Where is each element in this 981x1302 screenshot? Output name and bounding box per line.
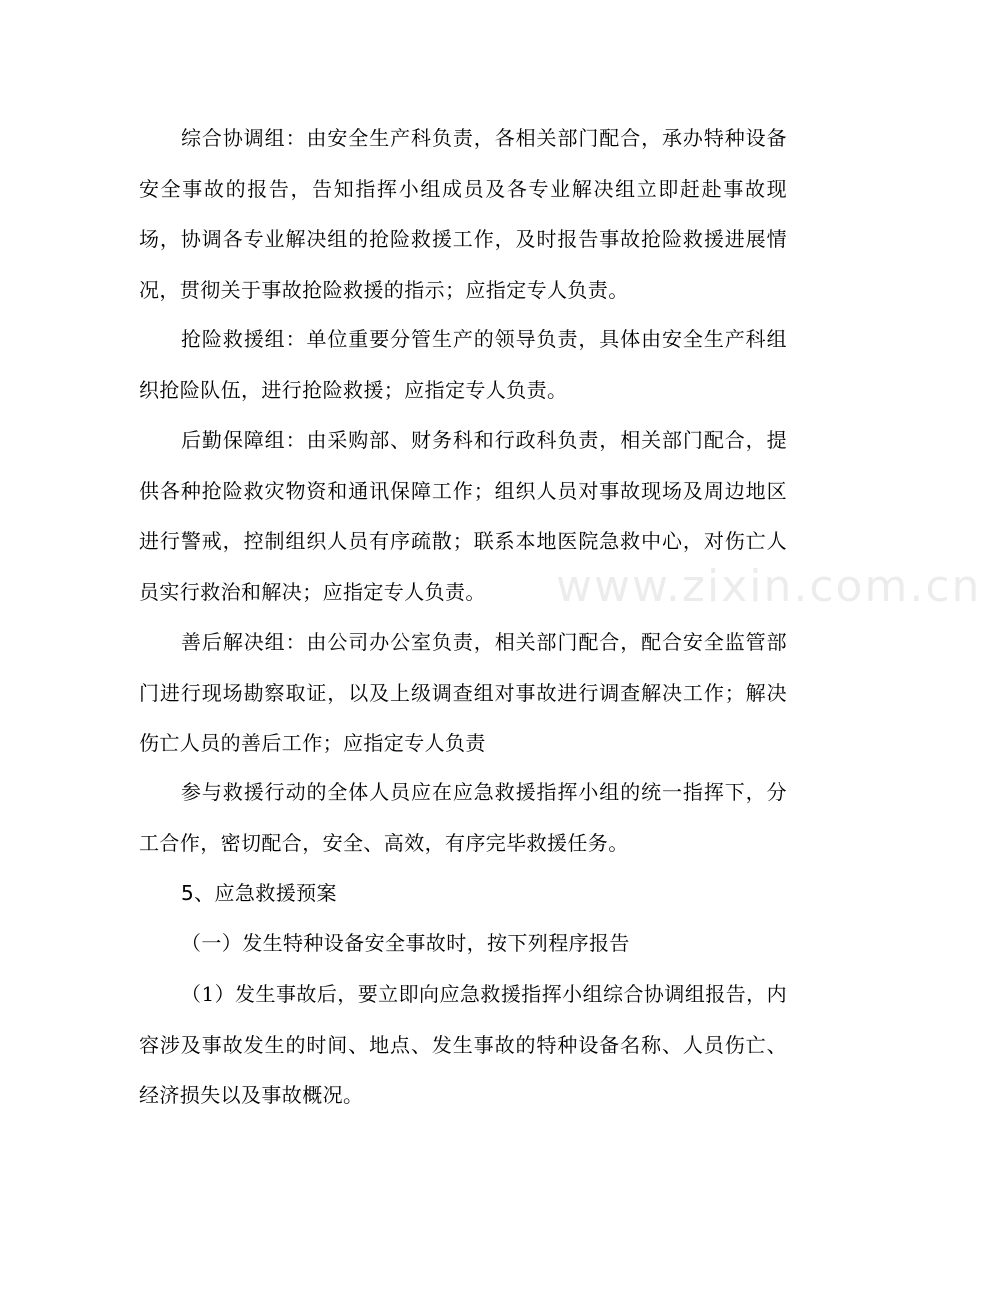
paragraph-coordination-group: 综合协调组：由安全生产科负责，各相关部门配合，承办特种设备安全事故的报告，告知指挥小组成员及各专业解决组立即赶赴事故现场，协调各专业解决组的抢险救援工作，及时报告事故抢险救援进展情况，贯彻关于事故抢险救援的指示；应指定专人负责。 — [139, 126, 787, 302]
list-item-report-step-1: （1）发生事故后，要立即向应急救援指挥小组综合协调组报告，内容涉及事故发生的时间、地点、发生事故的特种设备名称、人员伤亡、经济损失以及事故概况。 — [139, 982, 787, 1107]
paragraph-all-personnel: 参与救援行动的全体人员应在应急救援指挥小组的统一指挥下，分工合作，密切配合，安全、高效，有序完毕救援任务。 — [139, 780, 787, 855]
watermark: www.zixin.com.cn — [556, 561, 981, 612]
section-heading-emergency-plan: 5、应急救援预案 — [181, 881, 337, 905]
subsection-heading-report-procedure: （一）发生特种设备安全事故时，按下列程序报告 — [181, 931, 630, 955]
paragraph-aftermath-group: 善后解决组：由公司办公室负责，相关部门配合，配合安全监管部门进行现场勘察取证，以及上级调查组对事故进行调查解决工作；解决伤亡人员的善后工作；应指定专人负责 — [139, 630, 787, 755]
paragraph-rescue-group: 抢险救援组：单位重要分管生产的领导负责，具体由安全生产科组织抢险队伍，进行抢险救援；应指定专人负责。 — [139, 327, 787, 402]
paragraph-logistics-group: 后勤保障组：由采购部、财务科和行政科负责，相关部门配合，提供各种抢险救灾物资和通讯保障工作；组织人员对事故现场及周边地区进行警戒，控制组织人员有序疏散；联系本地医院急救中心，对伤亡人员实行救治和解决；应指定专人负责。 — [139, 428, 787, 604]
